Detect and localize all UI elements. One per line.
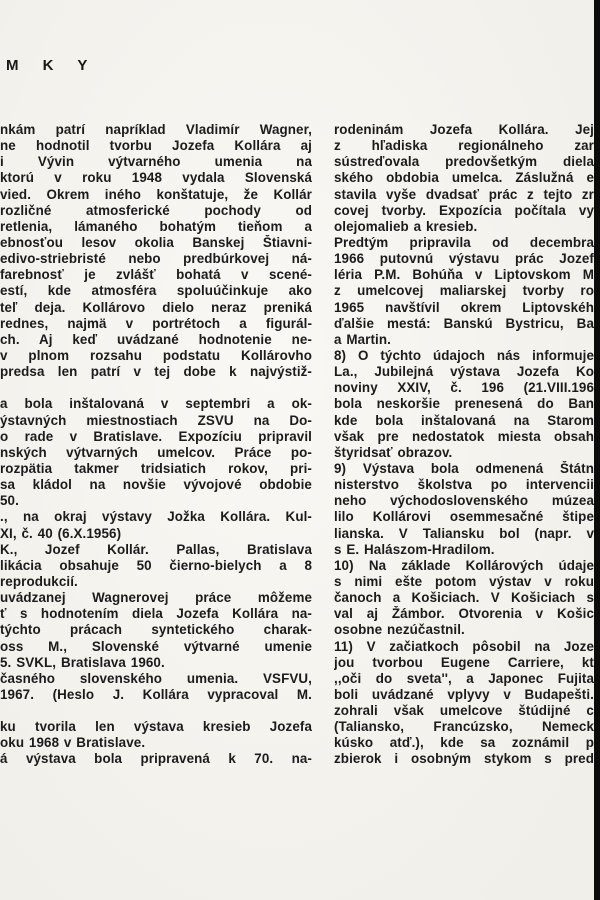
text-line: neho východoslovenského múzea <box>334 493 594 509</box>
text-line: (Taliansko, Francúzsko, Nemeck <box>334 719 594 735</box>
text-line: nských výtvarných umelcov. Práce po- <box>0 444 312 460</box>
text-line: však pre nedostatok miesta obsah <box>334 428 594 444</box>
text-line: rozpätia takmer tridsiatich rokov, pri- <box>0 460 312 476</box>
text-line: i Vývin výtvarného umenia na <box>0 154 312 170</box>
text-line: 11) V začiatkoch pôsobil na Joze <box>334 638 594 654</box>
text-line: s E. Halászom-Hradilom. <box>334 541 495 557</box>
text-line: olejomalieb a kresieb. <box>334 218 478 234</box>
right-column-text <box>334 122 594 768</box>
text-line: covej tvorby. Expozícia počítala vy <box>334 202 594 218</box>
text-line: ku tvorila len výstava kresieb Jozefa <box>0 719 312 735</box>
text-line: oku 1968 v Bratislave. <box>0 735 146 751</box>
text-line: edivo-striebristé nebo predbúrkovej ná- <box>0 251 312 267</box>
text-line: 5. SVKL, Bratislava 1960. <box>0 654 165 670</box>
text-line: K., Jozef Kollár. Pallas, Bratislava <box>0 541 312 557</box>
text-line: ebnosťou lesov okolia Banskej Štiavni- <box>0 234 312 250</box>
text-line: bola neskoršie prenesená do Ban <box>334 396 594 412</box>
text-line: jou tvorbou Eugene Carriere, kt <box>334 654 594 670</box>
text-line: oss M., Slovenské výtvarné umenie <box>0 638 312 654</box>
text-line: noviny XXIV, č. 196 (21.VIII.196 <box>334 380 594 396</box>
text-line: rozličné atmosferické pochody od <box>0 202 312 218</box>
text-line: zbierok i osobným stykom s pred <box>334 751 594 767</box>
text-line: 9) Výstava bola odmenená Štátn <box>334 460 594 476</box>
text-line: časného slovenského umenia. VSFVU, <box>0 670 312 686</box>
text-line: štyridsať obrazov. <box>334 444 453 460</box>
text-line: nkám patrí napríklad Vladimír Wagner, <box>0 122 312 137</box>
text-line: likácia obsahuje 50 čierno-bielych a 8 <box>0 557 312 573</box>
text-line: ť s hodnotením diela Jozefa Kollára na- <box>0 606 312 622</box>
text-line: sa kládol na novšie vývojové obdobie <box>0 477 312 493</box>
text-line: teľ deja. Kollárovo dielo neraz preniká <box>0 299 312 315</box>
text-line: v plnom rozsahu podstatu Kollárovho <box>0 347 312 363</box>
text-line: ktorú v roku 1948 vydala Slovenská <box>0 170 312 186</box>
text-line: z umelcovej maliarskej tvorby ro <box>334 283 594 299</box>
text-line <box>0 380 312 396</box>
text-line: farebnosť je zvlášť bohatá v scené- <box>0 267 312 283</box>
text-line: rodeninám Jozefa Kollára. Jej <box>334 122 594 137</box>
text-line: 8) O týchto údajoch nás informuje <box>334 347 594 363</box>
text-line: nisterstvo školstva po intervencii <box>334 477 594 493</box>
text-line: týchto prácach syntetického charak- <box>0 622 312 638</box>
text-line: Predtým pripravila od decembra <box>334 234 594 250</box>
text-line: 50. <box>0 493 19 509</box>
text-line: stavila vyše dvadsať prác z tejto zr <box>334 186 594 202</box>
text-line: a Martin. <box>334 331 391 347</box>
text-line: estí, kde atmosféra spoluúčinkuje ako <box>0 283 312 299</box>
text-line: ch. Aj keď uvádzané hodnotenie ne- <box>0 331 312 347</box>
text-line: kde bola inštalovaná na Starom <box>334 412 594 428</box>
left-column-text <box>0 122 312 768</box>
text-line: a bola inštalovaná v septembri a ok- <box>0 396 312 412</box>
text-line: vied. Okrem iného konštatuje, že Kollár <box>0 186 312 202</box>
text-line: 10) Na základe Kollárových údaje <box>334 557 594 573</box>
text-line: čanoch a Košiciach. V Košiciach s <box>334 590 594 606</box>
text-line: ne hodnotil tvorbu Jozefa Kollára aj <box>0 138 312 154</box>
text-line: ýstavných miestnostiach ZSVU na Do- <box>0 412 312 428</box>
text-line: ., na okraj výstavy Jožka Kollára. Kul- <box>0 509 312 525</box>
text-line: La., Jubilejná výstava Jozefa Ko <box>334 364 594 380</box>
text-line: val aj Žámbor. Otvorenia v Košic <box>334 606 594 622</box>
text-line: XI, č. 40 (6.X.1956) <box>0 525 122 541</box>
text-line: rednes, najmä v portrétoch a figurál- <box>0 315 312 331</box>
text-line: ského obdobia umelca. Záslužná e <box>334 170 594 186</box>
text-line: zohrali však umelcove štúdijné c <box>334 703 594 719</box>
text-line: 1965 navštívil okrem Liptovskéh <box>334 299 594 315</box>
text-line: retlenia, lámaného bohatým tieňom a <box>0 218 312 234</box>
text-line: kúsko atď.), kde sa zoznámil p <box>334 735 594 751</box>
text-line: á výstava bola pripravená k 70. na- <box>0 751 312 767</box>
text-line: lianska. V Taliansku bol (napr. v <box>334 525 594 541</box>
text-line: reprodukcií. <box>0 573 78 589</box>
text-line: lilo Kollárovi osemmesačné štipe <box>334 509 594 525</box>
text-line: z hľadiska regionálneho zar <box>334 138 594 154</box>
text-line: predsa len patrí v tej dobe k najvýstiž- <box>0 364 312 380</box>
page-heading: M K Y <box>6 57 98 74</box>
text-line: ,,oči do sveta'', a Japonec Fujita <box>334 670 594 686</box>
text-line: léria P.M. Bohúňa v Liptovskom M <box>334 267 594 283</box>
text-line: sústreďovala predovšetkým diela <box>334 154 594 170</box>
text-line: uvádzanej Wagnerovej práce môžeme <box>0 590 312 606</box>
text-line: s nimi ešte potom výstav v roku <box>334 573 594 589</box>
text-line <box>0 703 312 719</box>
text-line: o rade v Bratislave. Expozíciu pripravil <box>0 428 312 444</box>
text-line: 1966 putovnú výstavu prác Jozef <box>334 251 594 267</box>
text-line: boli uvádzané vplyvy v Budapešti. <box>334 686 594 702</box>
text-line: osobne nezúčastnil. <box>334 622 465 638</box>
scan-edge-strip <box>594 0 600 900</box>
text-line: ďalšie mestá: Banskú Bystricu, Ba <box>334 315 594 331</box>
text-line: 1967. (Heslo J. Kollára vypracoval M. <box>0 686 312 702</box>
